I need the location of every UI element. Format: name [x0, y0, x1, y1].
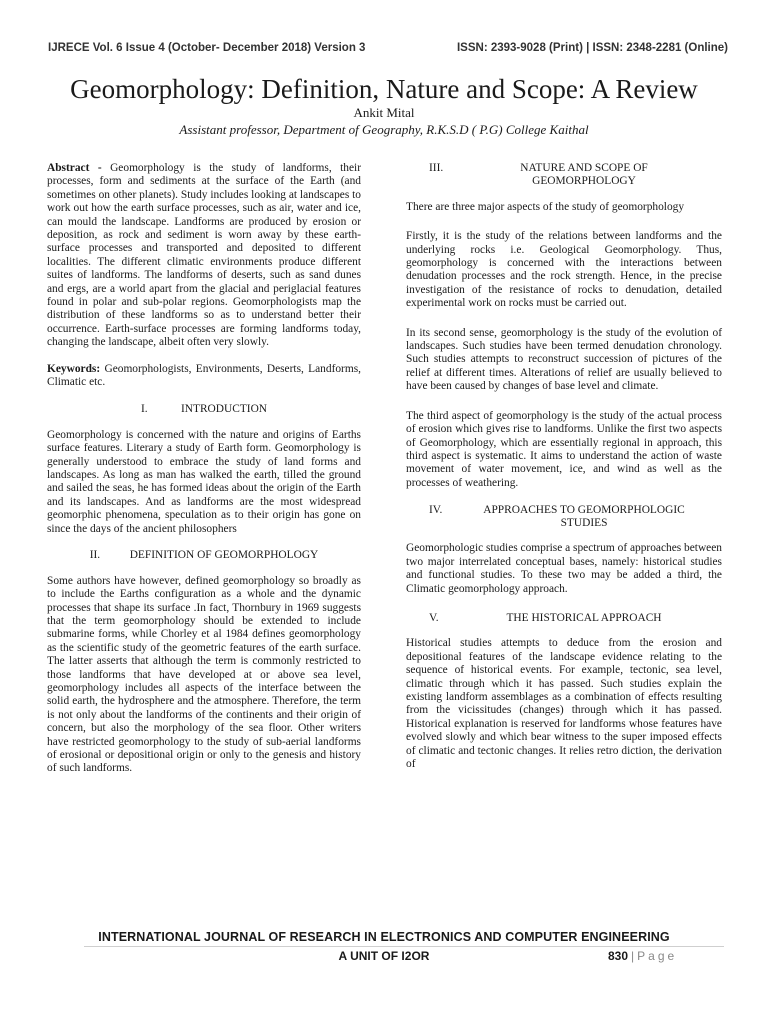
journal-volume-info: IJRECE Vol. 6 Issue 4 (October- December 2018) Version 3	[48, 42, 366, 54]
section-number: II.	[89, 549, 101, 562]
section-number: IV.	[429, 503, 443, 516]
footer-divider	[84, 946, 724, 947]
section-heading-approaches	[406, 504, 722, 531]
section-heading-nature-scope	[406, 162, 722, 189]
paragraph: Firstly, it is the study of the relations between landforms and the underlying rocks i.e. Geological Geomorphology. Thus, geomorphology is concerned with the interactions between denudation processes and the rock strength. Hence, in the precise investigation of the resistance of rocks to denudation, detailed experimental work on rocks must be carried out.	[406, 230, 722, 310]
paragraph: Historical studies attempts to deduce from the erosion and depositional features of the landscape evidence relating to the sequence of historical events. For example, tectonic, sea level, climatic through which it has passed. Such studies explain the existing landform assemblages as a combination of effects resulting from the vicissitudes (changes) through which it has passed. Historical explanation is reserved for landforms whose features have evolved slowly and which bear witness to the super imposed effects of climatic and tectonic changes. It relies retro diction, the derivation of	[406, 637, 722, 771]
paragraph: The third aspect of geomorphology is the study of the actual process of erosion which gives rise to landforms. Unlike the first two aspects of Geomorphology, which are essentially regional in approach, this third aspect is systematic. It aims to understand the action of waste movement of water movement, ice, and wind as well as the processes of weathering.	[406, 409, 722, 489]
section-title: THE HISTORICAL APPROACH	[506, 611, 662, 624]
paragraph: Geomorphology is concerned with the nature and origins of Earths surface features. Literary a study of Earth form. Geomorphology is generally understood to embrace the study of land forms and landscapes. As long as man has walked the earth, tilled the ground and sailed the seas, he has formed ideas about the origin of the Earth and its landscapes. And as landforms are the most widespread geomorphic phenomena, speculation as to their origin has gone on since the days of the ancient philosophers	[47, 428, 361, 535]
section-heading-definition	[47, 549, 361, 562]
paper-title: Geomorphology: Definition, Nature and Scope: A Review	[70, 74, 698, 104]
section-heading-historical	[406, 612, 722, 625]
section-title: NATURE AND SCOPE OF GEOMORPHOLOGY	[520, 162, 648, 188]
page-separator: |	[631, 949, 635, 963]
page-number: 830	[608, 949, 629, 963]
paragraph: Geomorphologic studies comprise a spectrum of approaches between two major interrelated conceptual bases, namely: historical studies and functional studies. To these two may be added a third, the Climatic geomorphology approach.	[406, 542, 722, 595]
keywords	[47, 363, 361, 390]
section-heading-introduction	[47, 403, 361, 416]
paragraph: Some authors have however, defined geomorphology so broadly as to include the Earths configuration as a whole and the dynamic processes that shape its surface .In fact, Thornbury in 1969 suggests that the term geomorphology should be extended to include submarine forms, while Chorley et al 1984 defines geomorphology as the scientific study of the geometric features of the earth surface. The latter asserts that although the term is commonly restricted to those landforms that have developed at or above sea level, geomorphology includes all aspects of the interface between the solid earth, the hydrosphere and the atmosphere. Therefore, the term is not only about the landforms of the continents and their origin of concern, but also the morphology of the sea floor. Other writers have restricted geomorphology to the study of sub-aerial landforms of erosional or depositional origin or only to the genesis and history of such landforms.	[47, 574, 361, 775]
abstract	[47, 162, 361, 350]
page-label: Page	[637, 949, 678, 963]
right-column	[406, 162, 722, 785]
section-title: DEFINITION OF GEOMORPHOLOGY	[129, 549, 319, 562]
issn-info: ISSN: 2393-9028 (Print) | ISSN: 2348-2281 (Online)	[456, 42, 728, 54]
footer-journal-name: INTERNATIONAL JOURNAL OF RESEARCH IN ELECTRONICS AND COMPUTER ENGINEERING	[98, 930, 670, 944]
section-title: INTRODUCTION	[180, 403, 268, 416]
left-column	[47, 162, 361, 789]
section-number: V.	[429, 611, 439, 624]
author-affiliation: Assistant professor, Department of Geography, R.K.S.D ( P.G) College Kaithal	[179, 122, 589, 137]
author-name: Ankit Mital	[353, 105, 415, 120]
keywords-label: Keywords:	[47, 363, 101, 376]
section-number: III.	[429, 162, 444, 174]
page-number-block	[608, 949, 677, 963]
paragraph: There are three major aspects of the study of geomorphology	[406, 200, 685, 213]
section-title: APPROACHES TO GEOMORPHOLOGIC STUDIES	[483, 503, 685, 529]
running-head	[48, 42, 728, 54]
keywords-text: Geomorphologists, Environments, Deserts, Landforms, Climatic etc.	[47, 363, 361, 389]
abstract-text: Geomorphology is the study of landforms, their processes, form and sediments at the surface of the Earth (and sometimes on other planets). Study includes looking at landscapes to work out how the earth surface processes, such as air, water and ice, can mould the landscape. Landforms are produced by erosion or deposition, as rock and sediment is worn away by these earth-surface processes and transported and deposited to different localities. The different climatic environments produce different suites of landforms. The landforms of deserts, such as sand dunes and ergs, are a world apart from the glacial and periglacial features found in polar and sub-polar regions. Geomorphologists map the distribution of these landforms so as to understand better their occurrence. Earth-surface processes are forming landforms today, changing the landscape, albeit often very slowly.	[47, 162, 362, 349]
abstract-label: Abstract -	[47, 162, 102, 174]
section-number: I.	[140, 403, 148, 416]
paragraph: In its second sense, geomorphology is the study of the evolution of landscapes. Such studies have been termed denudation chronology. Such studies attempts to reconstruct succession of pictures of the relief at different times. Alterations of relief are usually believed to have been caused by changes of base level and climate.	[406, 326, 722, 393]
footer-unit: A UNIT OF I2OR	[338, 949, 430, 963]
